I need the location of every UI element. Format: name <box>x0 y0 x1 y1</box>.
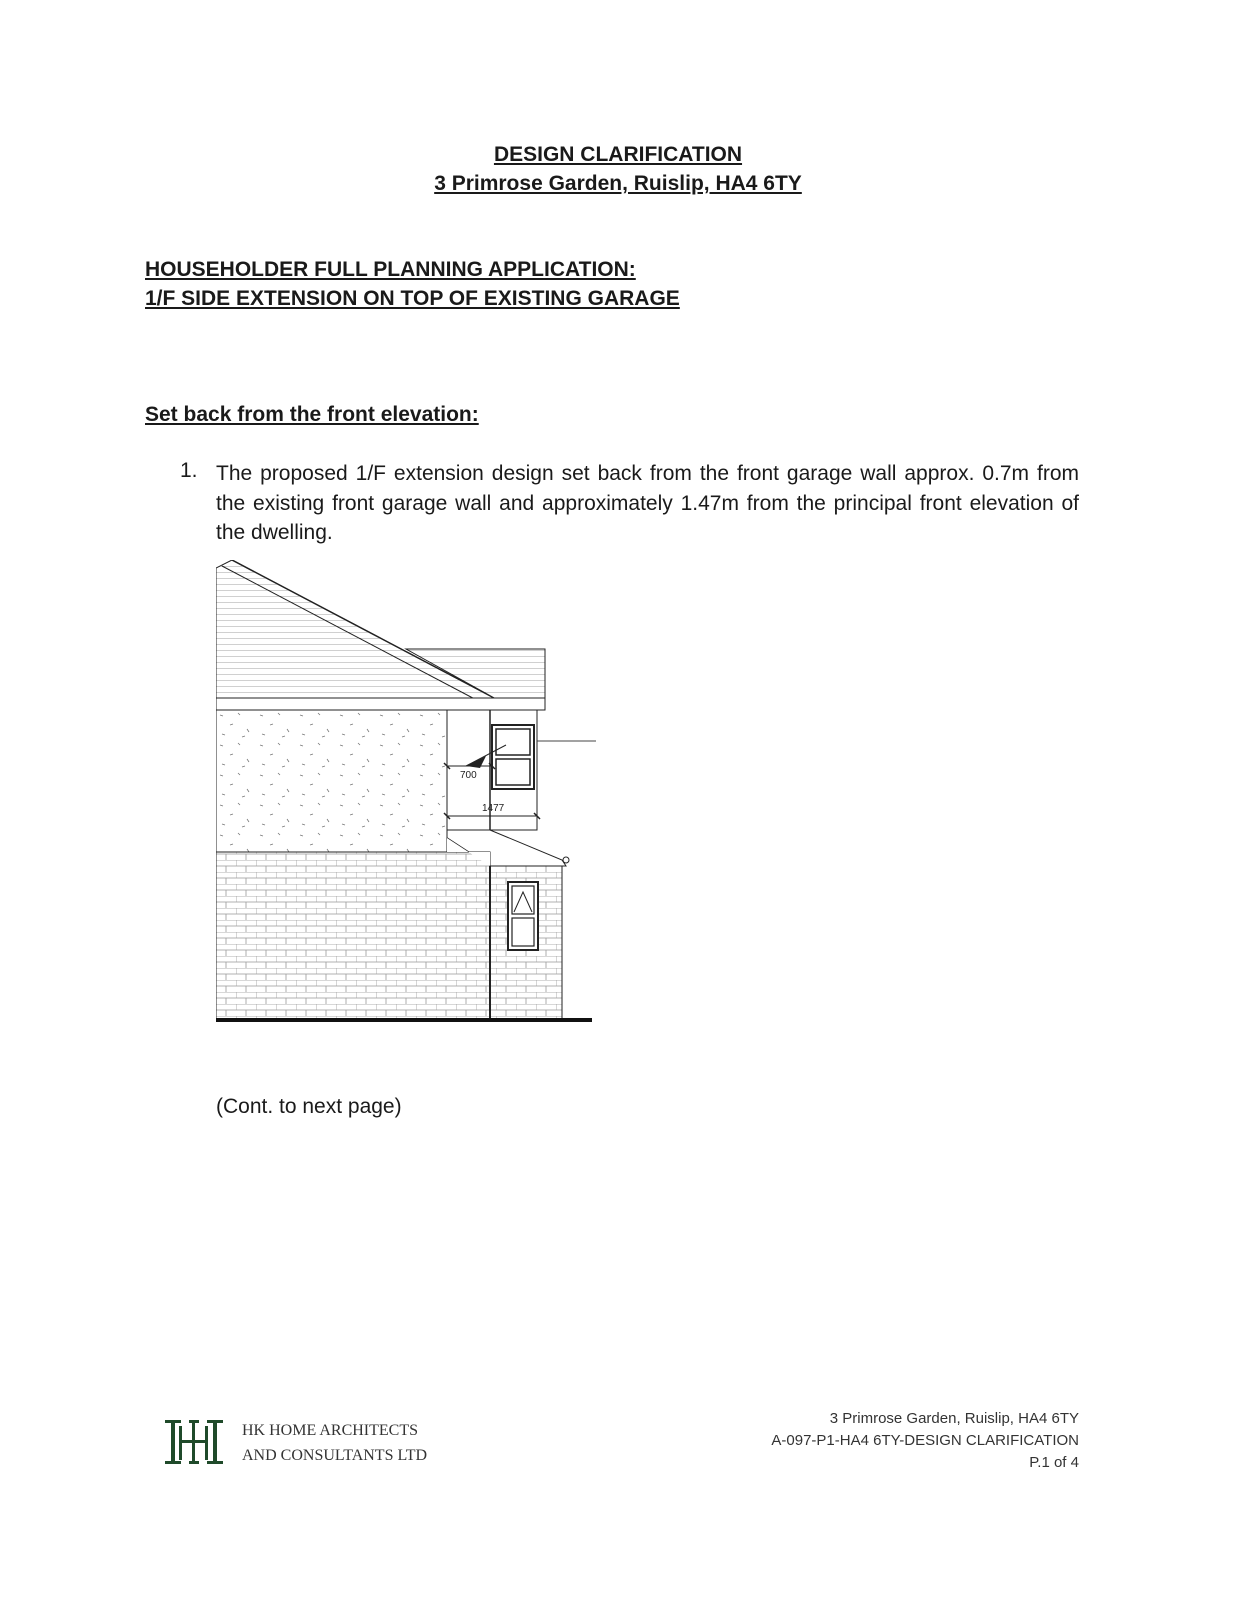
dimension-1477: 1477 <box>482 803 505 814</box>
brick-wall-main <box>216 852 490 1020</box>
company-name <box>242 1418 427 1468</box>
continuation-note: (Cont. to next page) <box>216 1095 402 1118</box>
list-item-number: 1. <box>180 459 198 482</box>
application-heading-line2: 1/F SIDE EXTENSION ON TOP OF EXISTING GARAGE <box>145 287 680 310</box>
document-title: DESIGN CLARIFICATION <box>493 143 743 166</box>
document-address: 3 Primrose Garden, Ruislip, HA4 6TY <box>434 172 802 195</box>
application-heading-line1: HOUSEHOLDER FULL PLANNING APPLICATION: <box>145 258 636 281</box>
section-heading: Set back from the front elevation: <box>145 403 479 426</box>
footer-address: 3 Primrose Garden, Ruislip, HA4 6TY <box>829 1410 1079 1427</box>
footer-info <box>771 1408 1079 1474</box>
hk-logo-icon <box>165 1420 223 1464</box>
elevation-drawing <box>216 560 606 1030</box>
company-name-line1: HK HOME ARCHITECTS <box>242 1422 419 1439</box>
page-number: P.1 of 4 <box>1029 1454 1079 1471</box>
dimension-700: 700 <box>460 770 477 781</box>
list-item-text: The proposed 1/F extension design set back from the front garage wall approx. 0.7m from the existing front garage wall and approximately 1.47m from the principal front elevation of the dwelling. <box>216 462 1079 544</box>
main-roof <box>216 560 498 700</box>
rendered-wall <box>216 710 447 852</box>
company-name-line2: AND CONSULTANTS LTD <box>242 1447 428 1464</box>
footer-reference: A-097-P1-HA4 6TY-DESIGN CLARIFICATION <box>771 1432 1079 1449</box>
